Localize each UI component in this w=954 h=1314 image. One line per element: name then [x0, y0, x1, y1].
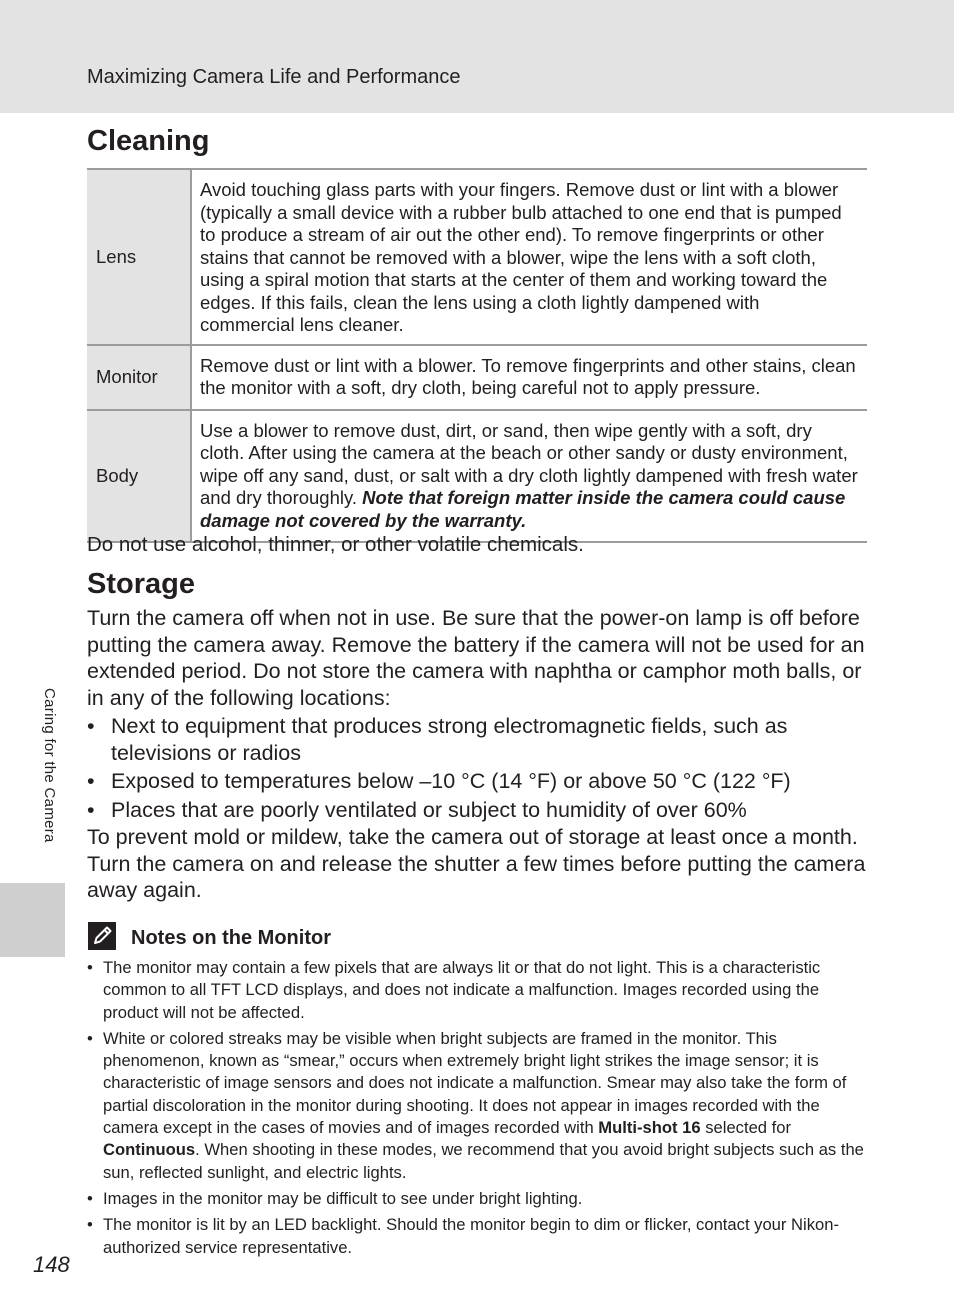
warranty-warning: Note that foreign matter inside the camera could cause damage not covered by the warranty.	[200, 487, 846, 531]
multi-shot-term: Multi-shot 16	[598, 1118, 701, 1138]
side-tab-label: Caring for the Camera	[41, 688, 58, 843]
table-row	[87, 410, 867, 543]
chemicals-note: Do not use alcohol, thinner, or other volatile chemicals.	[87, 533, 584, 556]
note-text: Images in the monitor may be difficult to see under bright lighting.	[103, 1188, 583, 1208]
notes-title: Notes on the Monitor	[131, 927, 331, 949]
table-row	[87, 169, 867, 345]
row-label-body: Body	[87, 410, 191, 543]
bullet: •	[87, 1028, 93, 1048]
list-item-text: Exposed to temperatures below –10 °C (14 °F) or above 50 °C (122 °F)	[111, 769, 791, 793]
bullet: •	[87, 769, 95, 793]
note-text: The monitor may contain a few pixels that are always lit or that do not light. This is a characteristic common to all TFT LCD displays, and does not indicate a malfunction. Images recorded using the product will not be affected.	[103, 958, 821, 1022]
row-label-lens: Lens	[87, 169, 191, 345]
note-text: White or colored streaks may be visible when bright subjects are framed in the monitor. This phenomenon, known as “smear,” occurs when extremely bright light strikes the image sensor; it is characteristic of image sensors and does not indicate a malfunction. Smear may also take the form of partial discoloration in the monitor during shooting. It does not appear in images recorded with the camera except in the cases of movies and of images recorded with	[103, 1028, 847, 1138]
cleaning-table	[87, 168, 867, 543]
storage-title: Storage	[87, 568, 195, 600]
table-row	[87, 345, 867, 410]
row-desc-monitor: Remove dust or lint with a blower. To remove fingerprints and other stains, clean the monitor with a soft, dry cloth, being careful not to apply pressure.	[191, 345, 867, 410]
note-text: selected for	[700, 1118, 792, 1138]
bullet: •	[87, 1215, 93, 1235]
row-desc-body	[191, 410, 867, 543]
list-item-text: Next to equipment that produces strong electromagnetic fields, such as televisions or radios	[111, 714, 788, 765]
storage-location-list	[87, 713, 867, 825]
list-item	[87, 713, 867, 766]
row-desc-lens: Avoid touching glass parts with your fingers. Remove dust or lint with a blower (typically a small device with a rubber bulb attached to one end that is pumped to produce a stream of air out the other end). To remove fingerprints or other stains that cannot be removed with a blower, wipe the lens with a soft cloth, using a spiral motion that starts at the center of them and working toward the edges. If this fails, clean the lens using a cloth lightly dampened with commercial lens cleaner.	[200, 179, 842, 335]
bullet: •	[87, 958, 93, 977]
storage-outro: To prevent mold or mildew, take the camera out of storage at least once a month. Turn the camera on and release the shutter a few times before putting the camera away again.	[87, 825, 866, 902]
pencil-note-icon	[88, 922, 116, 950]
list-item	[87, 1214, 865, 1259]
header-band	[0, 0, 954, 113]
cleaning-title: Cleaning	[87, 125, 210, 157]
list-item	[87, 1188, 865, 1210]
list-item	[87, 768, 867, 795]
bullet: •	[87, 1188, 93, 1208]
side-tab-marker	[0, 883, 65, 957]
storage-intro: Turn the camera off when not in use. Be sure that the power-on lamp is off before putting the camera away. Remove the battery if the camera will not be used for an extended period. Do not store the camera with naphtha or camphor moth balls, or in any of the following locations:	[87, 606, 865, 710]
note-text: The monitor is lit by an LED backlight. Should the monitor begin to dim or flicker, contact your Nikon-authorized service representative.	[103, 1215, 839, 1257]
notes-list	[87, 957, 865, 1263]
bullet: •	[87, 797, 95, 822]
continuous-term: Continuous	[103, 1140, 196, 1160]
list-item	[87, 797, 867, 824]
row-label-monitor: Monitor	[87, 345, 191, 410]
running-head: Maximizing Camera Life and Performance	[87, 66, 461, 88]
body-care-text: Use a blower to remove dust, dirt, or sand, then wipe gently with a soft, dry cloth. After using the camera at the beach or other sandy or dusty environment, wipe off any sand, dust, or salt with a dry cloth lightly dampened with fresh water and dry thoroughly.	[200, 419, 858, 508]
page-number: 148	[33, 1252, 70, 1277]
bullet: •	[87, 714, 95, 738]
list-item	[87, 957, 865, 1024]
note-text: . When shooting in these modes, we recommend that you avoid bright subjects such as the sun, reflected sunlight, and electric lights.	[103, 1140, 864, 1182]
list-item-text: Places that are poorly ventilated or subject to humidity of over 60%	[111, 797, 747, 822]
list-item	[87, 1028, 865, 1184]
